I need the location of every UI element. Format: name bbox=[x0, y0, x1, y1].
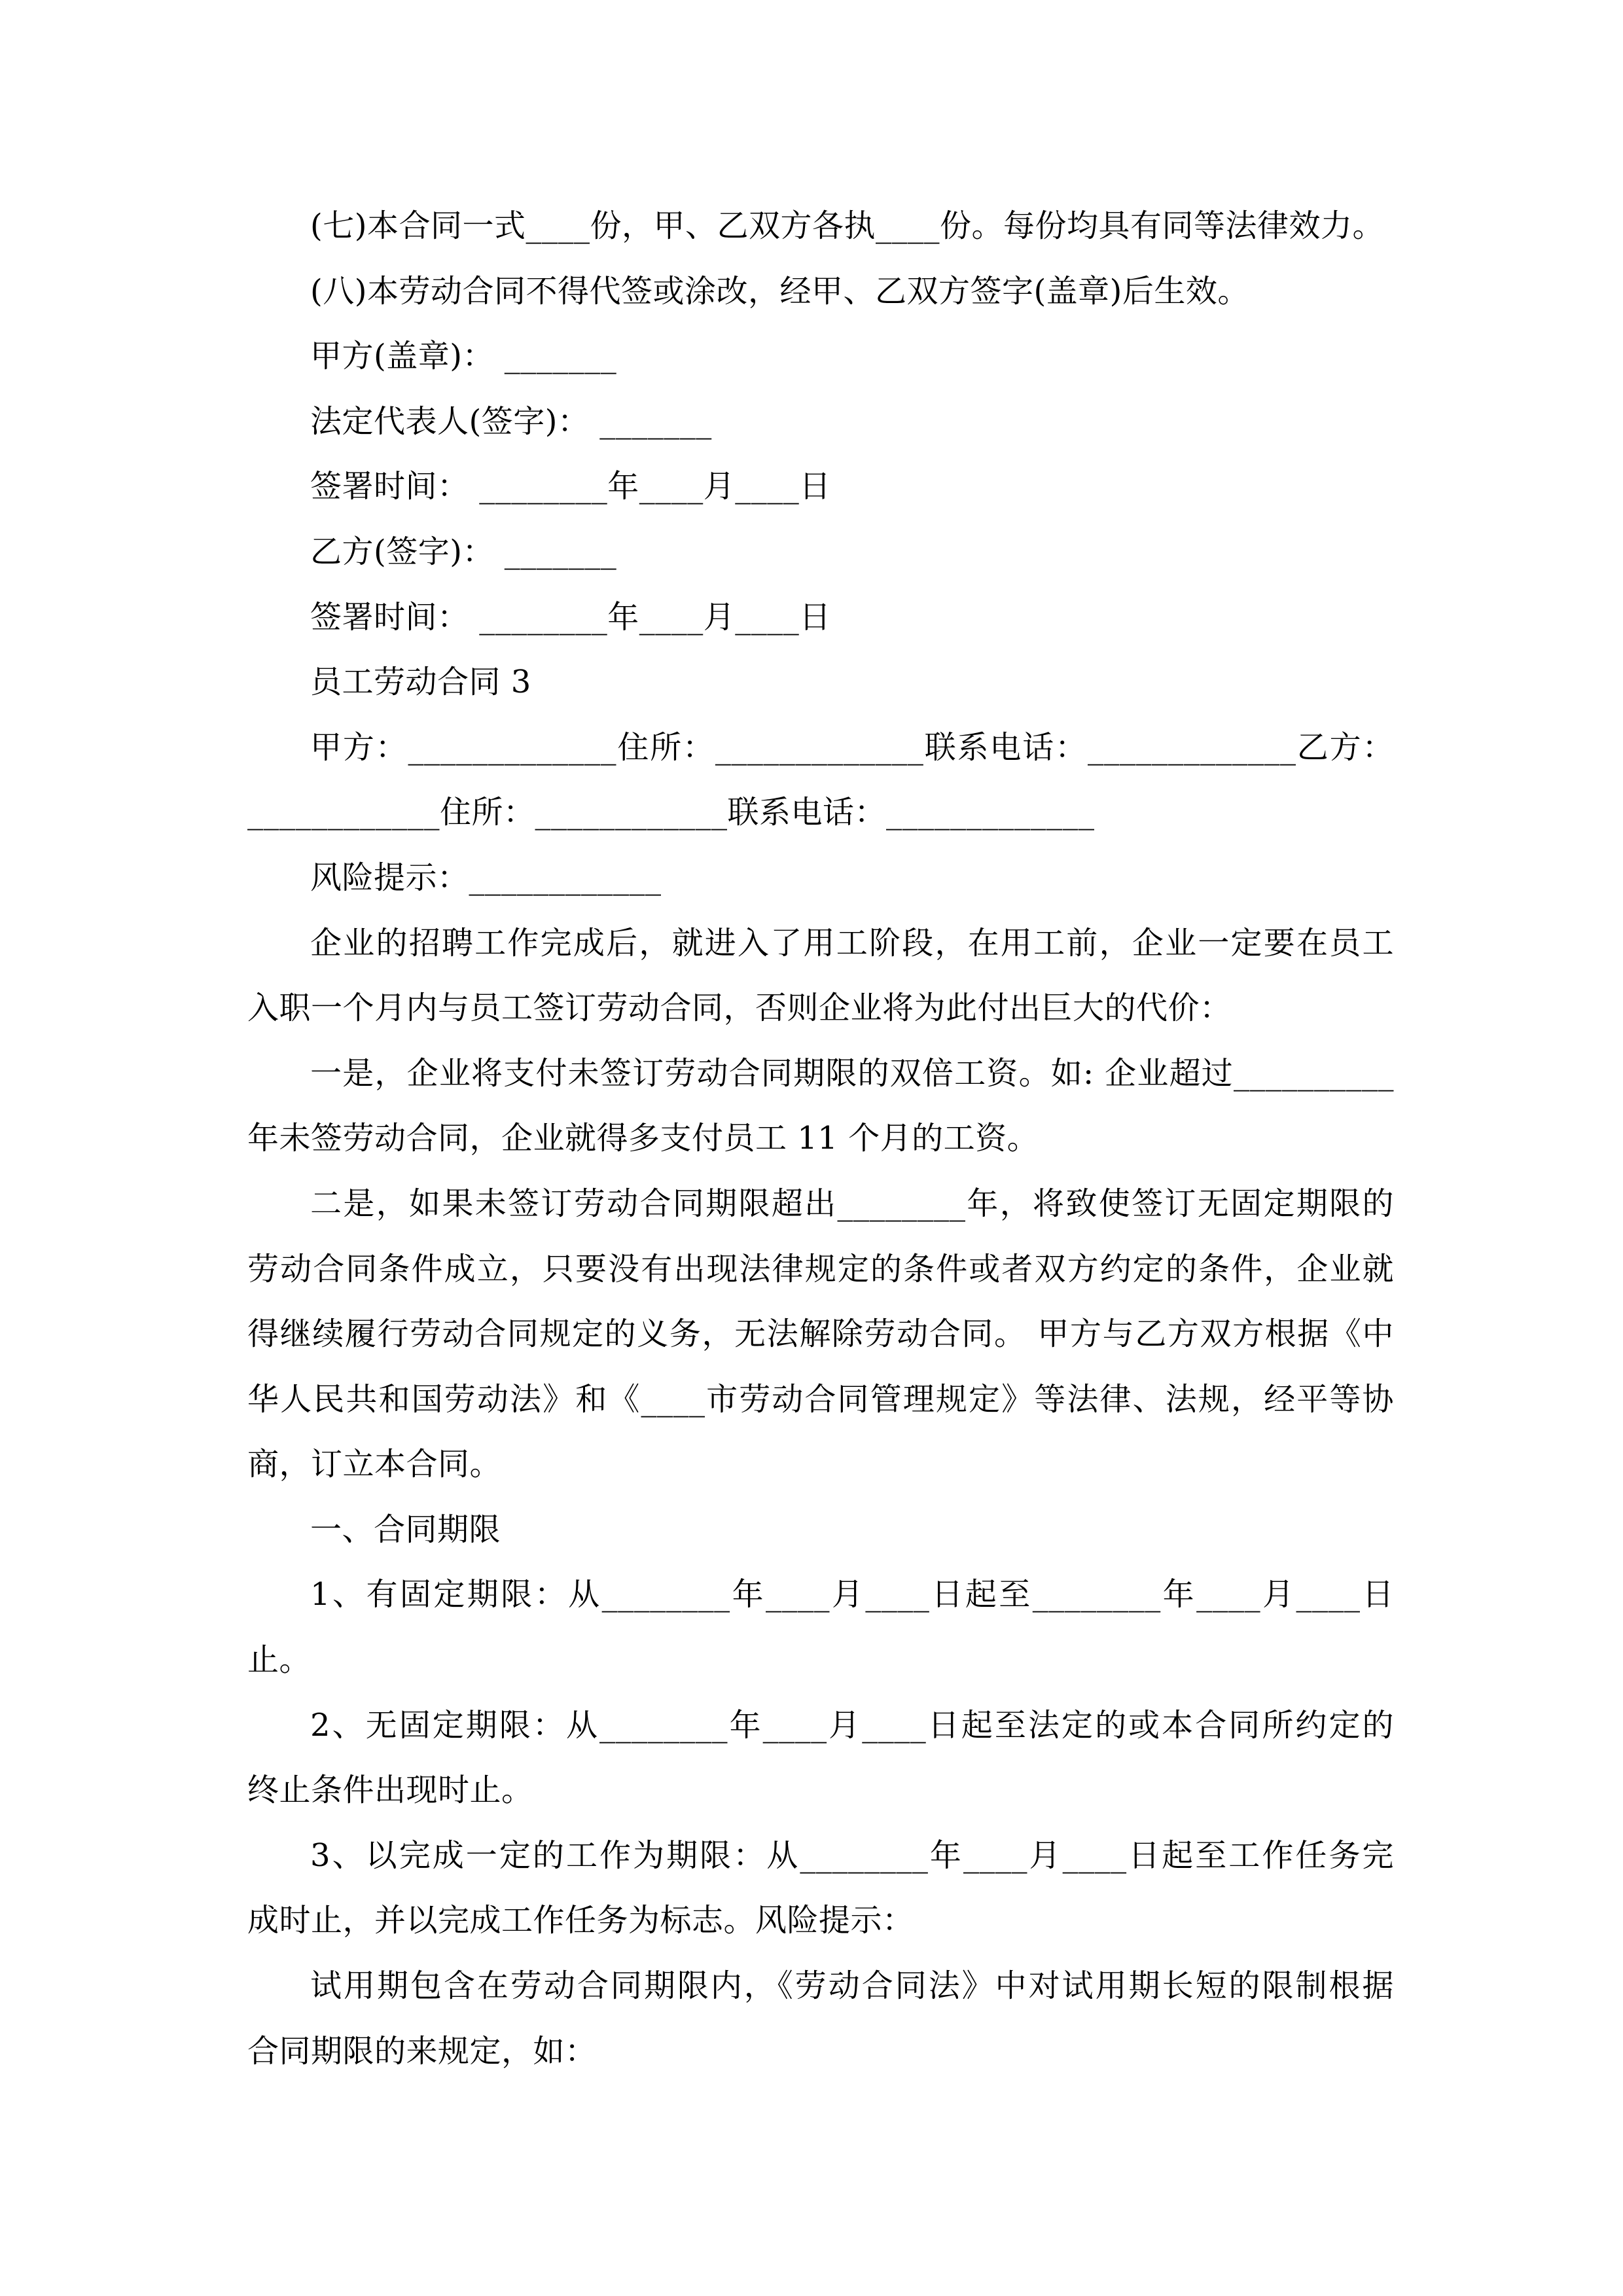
text-line: (八)本劳动合同不得代签或涂改，经甲、乙双方签字(盖章)后生效。 bbox=[310, 272, 1249, 310]
text-line: 试用期包含在劳动合同期限内，《劳动合同法》中对试用期长短的限制根据 bbox=[310, 1967, 1394, 2005]
text-line: 企业的招聘工作完成后，就进入了用工阶段，在用工前，企业一定要在员工 bbox=[310, 924, 1394, 961]
text-line: 一是，企业将支付未签订劳动合同期限的双倍工资。如: 企业超过__________ bbox=[310, 1054, 1394, 1092]
text-line: 成时止，并以完成工作任务为标志。风险提示： bbox=[247, 1902, 914, 1939]
text-line: 合同期限的来规定，如： bbox=[247, 2032, 597, 2070]
text-line: 一、合同期限 bbox=[310, 1511, 501, 1548]
text-line: 甲方(盖章)： _______ bbox=[310, 338, 617, 375]
text-line: 2、无固定期限：从________年____月____日起至法定的或本合同所约定的 bbox=[310, 1706, 1394, 1744]
text-line: 签署时间： ________年____月____日 bbox=[310, 598, 831, 636]
text-line: 风险提示：____________ bbox=[310, 859, 662, 896]
text-line: 员工劳动合同 3 bbox=[310, 664, 531, 701]
text-line: 商，订立本合同。 bbox=[247, 1446, 502, 1483]
text-line: 法定代表人(签字)： _______ bbox=[310, 403, 712, 440]
text-line: 1、有固定期限：从________年____月____日起至________年____月____日 bbox=[310, 1576, 1394, 1613]
text-line: 二是，如果未签订劳动合同期限超出________年，将致使签订无固定期限的 bbox=[310, 1185, 1394, 1222]
text-line: 劳动合同条件成立，只要没有出现法律规定的条件或者双方约定的条件，企业就 bbox=[247, 1250, 1394, 1287]
text-line: (七)本合同一式____份，甲、乙双方各执____份。每份均具有同等法律效力。 bbox=[310, 207, 1384, 244]
text-line: 乙方(签字)： _______ bbox=[310, 533, 617, 570]
text-line: 甲方：_____________住所：_____________联系电话：_____________乙方： bbox=[310, 728, 1394, 766]
document-body bbox=[247, 194, 1394, 2084]
text-line: 华人民共和国劳动法》和《____市劳动合同管理规定》等法律、法规，经平等协 bbox=[247, 1380, 1394, 1418]
text-line: 年未签劳动合同，企业就得多支付员工 11 个月的工资。 bbox=[247, 1120, 1039, 1157]
text-line: 3、以完成一定的工作为期限：从________年____月____日起至工作任务完 bbox=[310, 1837, 1394, 1874]
text-line: 签署时间： ________年____月____日 bbox=[310, 468, 831, 505]
text-line: 终止条件出现时止。 bbox=[247, 1772, 533, 1809]
text-line: ____________住所：____________联系电话：_____________ bbox=[247, 794, 1095, 831]
text-line: 入职一个月内与员工签订劳动合同，否则企业将为此付出巨大的代价： bbox=[247, 990, 1232, 1027]
text-line: 止。 bbox=[247, 1641, 312, 1679]
text-line: 得继续履行劳动合同规定的义务，无法解除劳动合同。 甲方与乙方双方根据《中 bbox=[247, 1316, 1394, 1353]
